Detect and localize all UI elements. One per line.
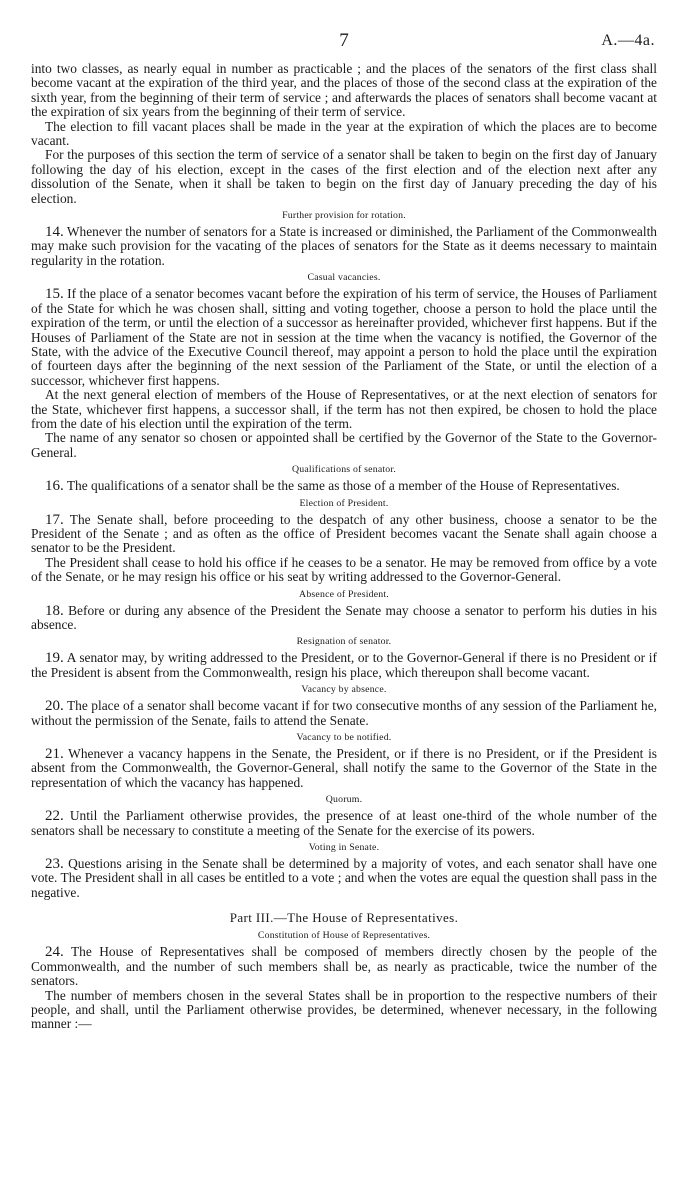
page-header [31,30,657,62]
section-19-number: 19. [45,650,64,667]
section-24-text: The House of Representatives shall be composed of members directly chosen by the people of the Commonwealth, and the number of such members shall be, as nearly as practicable, twice the number of the senators. [31,944,657,989]
section-18-heading: Absence of President. [299,588,389,600]
section-16-heading: Qualifications of senator. [292,464,396,476]
section-14-number: 14. [45,224,64,241]
section-19-text: A senator may, by writing addressed to the President, or to the Governor-General if there is no President or if the President is absent from the Commonwealth, resign his place, which thereupon shall become vacant. [31,650,657,680]
section-15-text: If the place of a senator becomes vacant before the expiration of his term of service, the Houses of Parliament of the State for which he was chosen shall, sitting and voting together, choose a person to hold the place until the expiration of the term, or until the election of a successor as hereinafter provided, whichever first happens. But if the Houses of Parliament of the State are not in session at the time when the vacancy is notified, the Governor of the State, with the advice of the Executive Council thereof, may appoint a person to hold the place until the expiration of fourteen days after the beginning of the next session of the Parliament of the State, or until the election of a successor, whichever first happens. [31,286,657,388]
section-15-paragraph-3: The name of any senator so chosen or appointed shall be certified by the Governor of the State to the Governor-General. [31,430,657,460]
section-21-text: Whenever a vacancy happens in the Senate, the President, or if there is no President, or if the President is absent from the Commonwealth, the Governor-General, shall notify the same to the Governor of the State in the representation of which the vacancy has happened. [31,746,657,790]
section-22 [31,809,657,838]
document-reference: A.—4a. [601,32,655,49]
section-14-text: Whenever the number of senators for a State is increased or diminished, the Parliament of the Commonwealth may make such provision for the vacating of the places of senators for the State as it deems necessary to maintain regularity in the rotation. [31,224,657,268]
section-15-heading: Casual vacancies. [307,272,381,284]
section-24-paragraph-2: The number of members chosen in the several States shall be in proportion to the respective numbers of their people, and shall, until the Parliament otherwise provides, be determined, whenever necessary, in the following manner :— [31,987,657,1032]
section-16 [31,479,657,493]
section-17 [31,513,657,556]
intro-paragraph-1: into two classes, as nearly equal in number as practicable ; and the places of the senators of the first class shall become vacant at the expiration of the third year, and the places of those of the second class at the expiration of the sixth year, from the beginning of their term of service ; and afterwards the places of senators shall become vacant at the expiration of six years from the beginning of their term of service. [31,61,657,120]
section-16-number: 16. [45,478,64,495]
section-21-number: 21. [45,746,64,763]
section-17-text: The Senate shall, before proceeding to the despatch of any other business, choose a senator to be the President of the Senate ; and as often as the office of President becomes vacant the Senate shall again choose a senator to be the President. [31,511,657,556]
section-17-heading: Election of President. [299,497,389,509]
page-number: 7 [339,30,349,51]
section-20-number: 20. [45,698,64,715]
section-23-number: 23. [45,856,64,873]
section-22-number: 22. [45,808,64,825]
section-24 [31,945,657,988]
section-15-number: 15. [45,286,64,303]
section-18-text: Before or during any absence of the President the Senate may choose a senator to perform his duties in his absence. [31,602,657,632]
section-22-text: Until the Parliament otherwise provides, the presence of at least one-third of the whole number of the senators shall be necessary to constitute a meeting of the Senate for the exercise of its powers. [31,808,657,838]
section-24-heading: Constitution of House of Representatives. [257,930,431,942]
section-14-heading: Further provision for rotation. [282,210,406,222]
section-24-number: 24. [45,944,64,961]
section-18-number: 18. [45,602,64,619]
document-page [31,30,657,1032]
section-18 [31,604,657,633]
intro-paragraph-3: For the purposes of this section the term of service of a senator shall be taken to begin on the first day of January following the day of his election, except in the cases of the first election and of the election next after any dissolution of the Senate, when it shall be taken to begin on the first day of January preceding the day of his election. [31,147,657,206]
section-23-text: Questions arising in the Senate shall be determined by a majority of votes, and each senator shall have one vote. The President shall in all cases be entitled to a vote ; and when the votes are equal the question shall pass in the negative. [31,856,657,900]
section-19-heading: Resignation of senator. [296,636,392,648]
section-23 [31,857,657,900]
section-20 [31,699,657,728]
part-3-heading: Part III.—The House of Representatives. [229,910,459,926]
section-15-paragraph-2: At the next general election of members of the House of Representatives, or at the next election of senators for the State, whichever first happens, a successor shall, if the term has not then expired, be chosen to hold the place from the date of his election until the expiration of the term. [31,387,657,431]
section-17-paragraph-2: The President shall cease to hold his office if he ceases to be a senator. He may be removed from office by a vote of the Senate, or he may resign his office or his seat by writing addressed to the Governor-General. [31,554,657,585]
section-21 [31,747,657,790]
section-14 [31,225,657,268]
section-17-number: 17. [45,511,64,528]
section-16-text: The qualifications of a senator shall be the same as those of a member of the House of Representatives. [63,478,620,494]
section-23-heading: Voting in Senate. [308,842,380,854]
section-20-heading: Vacancy by absence. [301,684,387,696]
section-15 [31,287,657,388]
section-19 [31,651,657,680]
intro-paragraph-2: The election to fill vacant places shall be made in the year at the expiration of which the places are to become vacant. [31,118,657,149]
section-21-heading: Vacancy to be notified. [296,732,392,744]
section-20-text: The place of a senator shall become vacant if for two consecutive months of any session of the Parliament he, without the permission of the Senate, fails to attend the Senate. [31,698,657,728]
section-22-heading: Quorum. [325,794,363,806]
